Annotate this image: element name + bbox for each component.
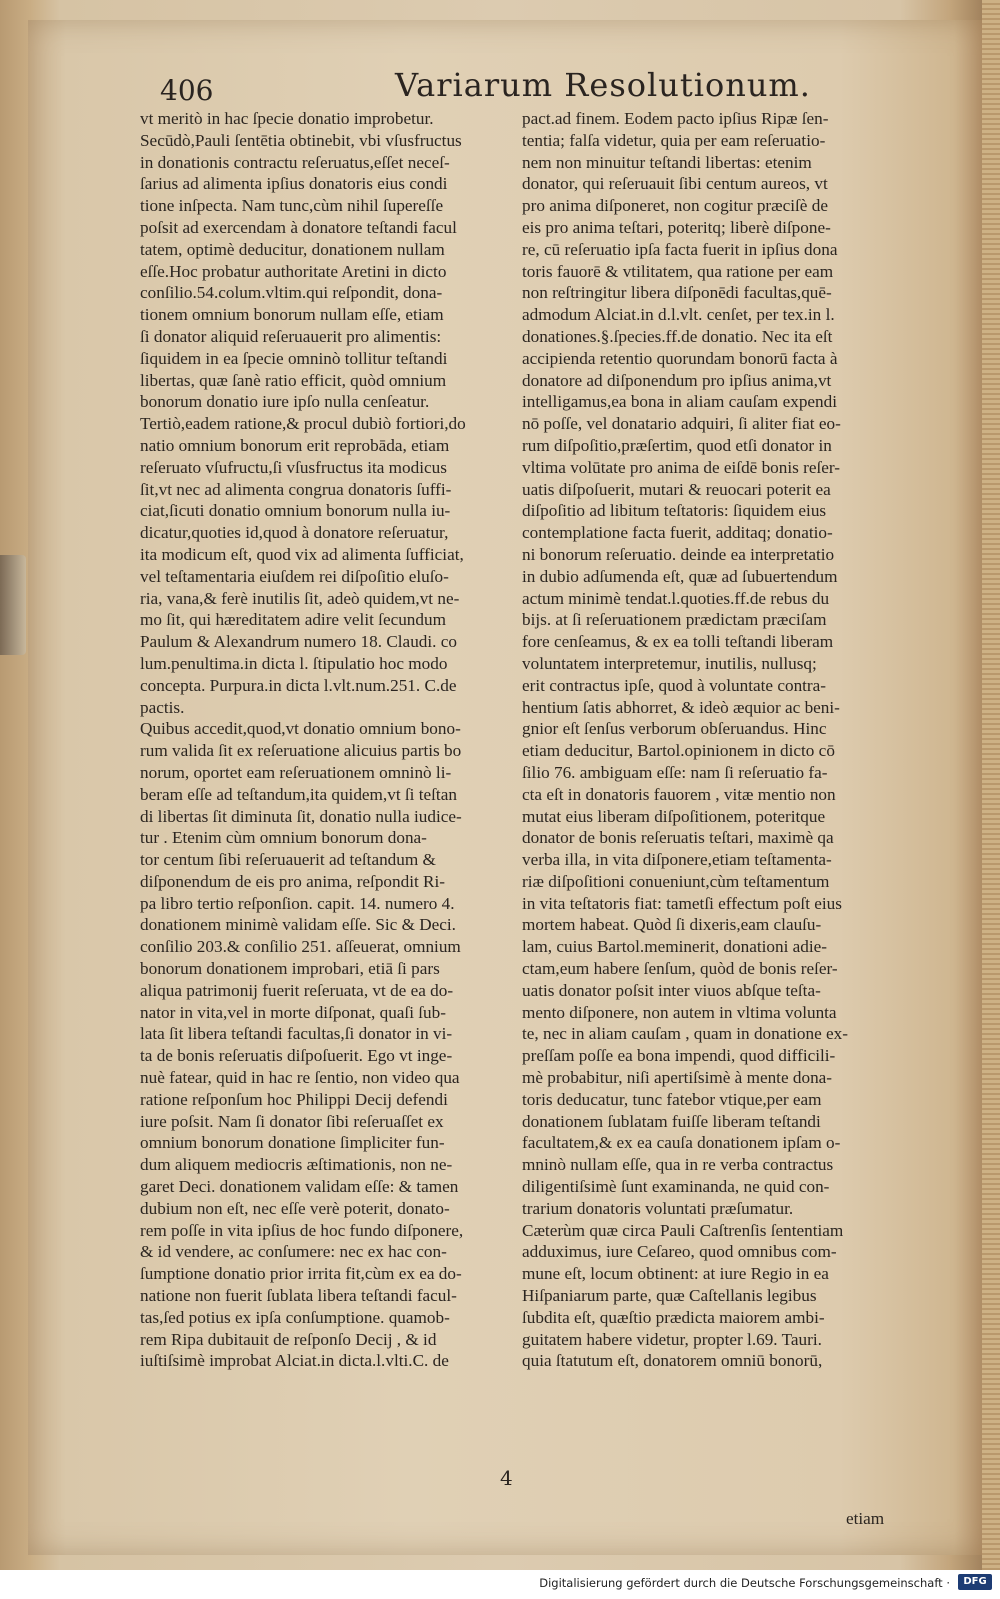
text-line: mento diſponere, non autem in vltima volunta	[522, 1002, 837, 1022]
text-line: rem poſſe in vita ipſius de hoc fundo diſponere,	[140, 1220, 464, 1240]
marginal-number: 4	[500, 1466, 513, 1490]
text-line: ria, vana,& ferè inutilis ſit, adeò quidem,vt ne-	[140, 588, 460, 608]
text-line: donationes.§.ſpecies.ff.de donatio. Nec ita eſt	[522, 326, 833, 346]
text-line: verba illa, in vita diſponere,etiam teſtamenta-	[522, 850, 832, 870]
text-line: lata ſit libera teſtandi facultas,ſi donator in vi-	[140, 1024, 453, 1044]
text-line: ſiquidem in ea ſpecie omninò tollitur teſtandi	[140, 348, 448, 368]
text-line: dubium non eſt, nec eſſe verè poterit, donato-	[140, 1198, 450, 1218]
text-line: lum.penultima.in dicta l. ſtipulatio hoc modo	[140, 653, 448, 673]
text-line: mninò nullam eſſe, qua in re verba contractus	[522, 1155, 834, 1175]
page-edges	[982, 0, 1000, 1570]
text-line: donator de bonis reſeruatis teſtari, maximè qa	[522, 828, 834, 848]
text-line: nem non minuitur teſtandi libertas: etenim	[522, 152, 812, 172]
text-line: dicatur,quoties id,quod à donatore reſeruatur,	[140, 523, 449, 543]
text-line: ratione reſponſum hoc Philippi Decij defendi	[140, 1089, 448, 1109]
text-line: garet Deci. donationem validam eſſe: & tamen	[140, 1177, 459, 1197]
text-line: riæ diſpoſitioni conueniunt,cùm teſtamentum	[522, 871, 830, 891]
text-line: mo ſit, qui hæreditatem adire velit ſecundum	[140, 610, 446, 630]
footer-credit: Digitalisierung gefördert durch die Deutsche Forschungsgemeinschaft ·	[539, 1576, 950, 1590]
text-line: ſilio 76. ambiguam eſſe: nam ſi reſeruatio fa-	[522, 762, 828, 782]
text-line: pact.ad finem. Eodem pacto ipſius Ripæ ſen-	[522, 109, 829, 128]
text-line: ta de bonis reſeruatis diſpoſuerit. Ego vt inge-	[140, 1046, 453, 1066]
text-line: eis pro anima teſtari, poteritq; liberè diſpone-	[522, 217, 831, 237]
text-line: trarium donatoris voluntati præſumatur.	[522, 1198, 794, 1218]
text-line: tione inſpecta. Nam tunc,cùm nihil ſupereſſe	[140, 196, 444, 216]
text-line: adduximus, iure Ceſareo, quod omnibus com-	[522, 1242, 837, 1262]
text-line: erit contractus ipſe, quod à voluntate contra-	[522, 675, 827, 695]
right-column	[522, 108, 907, 1372]
text-line: conſilio 203.& conſilio 251. aſſeuerat, omnium	[140, 937, 461, 957]
text-line: in dubio adſumenda eſt, quæ ad ſubuertendum	[522, 566, 838, 586]
text-line: reſeruato vſufructu,ſi vſusfructus ita modicus	[140, 457, 447, 477]
text-line: & id vendere, ac conſumere: nec ex hac con-	[140, 1242, 447, 1262]
text-line: concepta. Purpura.in dicta l.vlt.num.251. C.de	[140, 675, 457, 695]
text-line: ita modicum eſt, quod vix ad alimenta ſufficiat,	[140, 544, 464, 564]
text-line: te, nec in aliam cauſam , quam in donatione ex-	[522, 1024, 848, 1044]
text-line: facultatem,& ex ea cauſa donationem ipſam o-	[522, 1133, 841, 1153]
text-line: mortem habeat. Quòd ſi dixeris,eam clauſu-	[522, 915, 822, 935]
text-line: rem Ripa dubitauit de reſponſo Decij , & id	[140, 1329, 437, 1349]
text-line: nō poſſe, vel donatario adquiri, ſi aliter fiat eo-	[522, 414, 841, 434]
text-line: toris fauorē & vtilitatem, qua ratione per eam	[522, 261, 834, 281]
text-line: preſſam poſſe ea bona impendi, quod difficili-	[522, 1046, 836, 1066]
text-line: mutat eius liberam diſpoſitionem, poteritque	[522, 806, 826, 826]
text-line: uatis diſpoſuerit, mutari & reuocari poterit ea	[522, 479, 831, 499]
text-line: donatore ad diſponendum pro ipſius anima,vt	[522, 370, 832, 390]
text-line: tatem, optimè deducitur, donationem nullam	[140, 239, 445, 259]
text-line: diſponendum de eis pro anima, reſpondit Ri-	[140, 871, 446, 891]
text-line: lam, cuius Bartol.meminerit, donationi adie-	[522, 937, 828, 957]
text-line: quia ſtatutum eſt, donatorem omniū bonorū,	[522, 1351, 823, 1371]
text-line: mune eſt, locum obtinent: at iure Regio in ea	[522, 1264, 829, 1284]
text-line: omnium bonorum donatione ſimpliciter fun-	[140, 1133, 445, 1153]
text-line: ſit,vt nec ad alimenta congrua donatoris ſuffi-	[140, 479, 452, 499]
text-line: Hiſpaniarum parte, quæ Caſtellanis legibus	[522, 1286, 817, 1306]
text-line: gnior eſt ſenſus verborum obſeruandus. Hinc	[522, 719, 827, 739]
text-line: ni bonorum reſeruatio. deinde ea interpretatio	[522, 544, 835, 564]
text-line: natio omnium bonorum erit reprobāda, etiam	[140, 435, 450, 455]
text-line: vltima volūtate pro anima de eiſdē bonis reſer-	[522, 457, 840, 477]
text-line: vel teſtamentaria eiuſdem rei diſpoſitio eluſo-	[140, 566, 449, 586]
text-line: dum aliquem mediocris æſtimationis, non ne-	[140, 1155, 453, 1175]
text-line: Paulum & Alexandrum numero 18. Claudi. co	[140, 632, 457, 652]
text-line: etiam deducitur, Bartol.opinionem in dicto cō	[522, 741, 835, 761]
text-line: tentia; falſa videtur, quia per eam reſeruatio-	[522, 130, 826, 150]
text-line: in vita teſtatoris fiat: tametſi effectum poſt eius	[522, 893, 842, 913]
text-line: tionem omnium bonorum nullam eſſe, etiam	[140, 305, 444, 325]
text-line: bonorum donatio iure ipſo nulla cenſeatur.	[140, 392, 430, 412]
text-line: tur . Etenim cùm omnium bonorum dona-	[140, 828, 427, 848]
text-line: diligentiſsimè ſunt examinanda, ne quid con-	[522, 1177, 830, 1197]
text-line: donationem ſublatam fuiſſe liberam teſtandi	[522, 1111, 821, 1131]
text-line: ſarius ad alimenta ipſius donatoris eius condi	[140, 174, 448, 194]
text-line: nuè fatear, quid in hac re ſentio, non video qua	[140, 1068, 460, 1088]
text-line: contemplatione facta fuerit, additaq; donatio-	[522, 523, 833, 543]
text-line: fore cenſeamus, & ex ea tolli teſtandi liberam	[522, 632, 834, 652]
text-line: rum diſpoſitio,præſertim, quod etſi donator in	[522, 435, 832, 455]
running-head: Variarum Resolutionum.	[395, 66, 811, 104]
text-line: ciat,ſicuti donatio omnium bonorum nulla iu-	[140, 501, 451, 521]
text-line: natione non fuerit ſublata libera teſtandi facul-	[140, 1286, 457, 1306]
text-line: admodum Alciat.in d.l.vlt. cenſet, per tex.in l.	[522, 305, 835, 325]
text-line: pactis.	[140, 697, 185, 717]
page-clip	[0, 555, 26, 655]
text-line: ſi donator aliquid reſeruauerit pro alimentis:	[140, 326, 442, 346]
text-line: ſubdita eſt, quæſtio prædicta maiorem ambi-	[522, 1307, 825, 1327]
text-line: hentium ſatis abhorret, & ideò æquior ac beni-	[522, 697, 840, 717]
text-line: iure poſsit. Nam ſi donator ſibi reſeruaſſet ex	[140, 1111, 444, 1131]
text-line: vt meritò in hac ſpecie donatio improbetur.	[140, 109, 434, 128]
text-line: donator, qui reſeruauit ſibi centum aureos, vt	[522, 174, 828, 194]
text-line: voluntatem interpretemur, inutilis, nullusq;	[522, 653, 817, 673]
text-line: Quibus accedit,quod,vt donatio omnium bono-	[140, 719, 461, 739]
text-line: Cæterùm quæ circa Pauli Caſtrenſis ſententiam	[522, 1220, 844, 1240]
text-line: cta eſt in donatoris fauorem , vitæ mentio non	[522, 784, 836, 804]
text-line: diſpoſitio ad libitum teſtatoris: ſiquidem eius	[522, 501, 827, 521]
text-line: tor centum ſibi reſeruauerit ad teſtandum &	[140, 850, 436, 870]
text-line: pro anima diſponeret, non cogitur præciſè de	[522, 196, 828, 216]
text-line: libertas, quæ ſanè ratio efficit, quòd omnium	[140, 370, 447, 390]
text-line: in donationis contractu reſeruatus,eſſet neceſ-	[140, 152, 450, 172]
dfg-logo: DFG	[958, 1574, 992, 1590]
text-line: iuſtiſsimè improbat Alciat.in dicta.l.vlti.C. de	[140, 1351, 449, 1371]
text-line: guitatem habere videtur, propter l.69. Tauri.	[522, 1329, 822, 1349]
text-line: nator in vita,vel in morte diſponat, quaſi ſub-	[140, 1002, 446, 1022]
text-line: Secūdò,Pauli ſentētia obtinebit, vbi vſusfructus	[140, 130, 462, 150]
text-line: conſilio.54.colum.vltim.qui reſpondit, dona-	[140, 283, 443, 303]
text-line: bonorum donationem improbari, etiā ſi pars	[140, 959, 440, 979]
text-line: bijs. at ſi reſeruationem prædictam præciſam	[522, 610, 827, 630]
text-line: norum, oportet eam reſeruationem omninò li-	[140, 762, 452, 782]
text-line: accipienda retentio quorundam bonorū facta à	[522, 348, 838, 368]
text-line: beram eſſe ad teſtandum,ita quidem,vt ſi teſtan	[140, 784, 457, 804]
text-line: ctam,eum habere ſenſum, quòd de bonis reſer-	[522, 959, 838, 979]
text-line: mè probabitur, niſi apertiſsimè à mente dona-	[522, 1068, 833, 1088]
text-line: tas,ſed potius ex ipſa conſumptione. quamob-	[140, 1307, 450, 1327]
text-line: rum valida ſit ex reſeruatione alicuius partis bo	[140, 741, 462, 761]
left-column	[140, 108, 525, 1372]
catchword: etiam	[846, 1509, 885, 1528]
text-line: poſsit ad exercendam à donatore teſtandi facul	[140, 217, 457, 237]
text-line: pa libro tertio reſponſion. capit. 14. numero 4.	[140, 893, 455, 913]
text-line: Tertiò,eadem ratione,& procul dubiò fortiori,do	[140, 414, 466, 434]
page-number: 406	[160, 74, 214, 107]
text-line: toris deducatur, tunc fatebor vtique,per eam	[522, 1089, 822, 1109]
text-line: donationem minimè validam eſſe. Sic & Deci.	[140, 915, 456, 935]
text-line: ſumptione donatio prior irrita fit,cùm ex ea do-	[140, 1264, 462, 1284]
text-line: actum minimè tendat.l.quoties.ff.de rebus du	[522, 588, 830, 608]
footer-bar	[0, 1570, 1000, 1599]
text-line: eſſe.Hoc probatur authoritate Aretini in dicto	[140, 261, 447, 281]
text-line: uatis donator poſsit inter viuos abſque teſta-	[522, 980, 821, 1000]
text-line: non reſtringitur libera diſponēdi facultas,quē-	[522, 283, 832, 303]
text-line: intelligamus,ea bona in aliam cauſam expendi	[522, 392, 837, 412]
text-line: re, cū reſeruatio ipſa facta fuerit in ipſius dona	[522, 239, 838, 259]
text-line: di libertas ſit diminuta ſit, donatio nulla iudice-	[140, 806, 462, 826]
text-line: aliqua patrimonij fuerit reſeruata, vt de ea do-	[140, 980, 454, 1000]
